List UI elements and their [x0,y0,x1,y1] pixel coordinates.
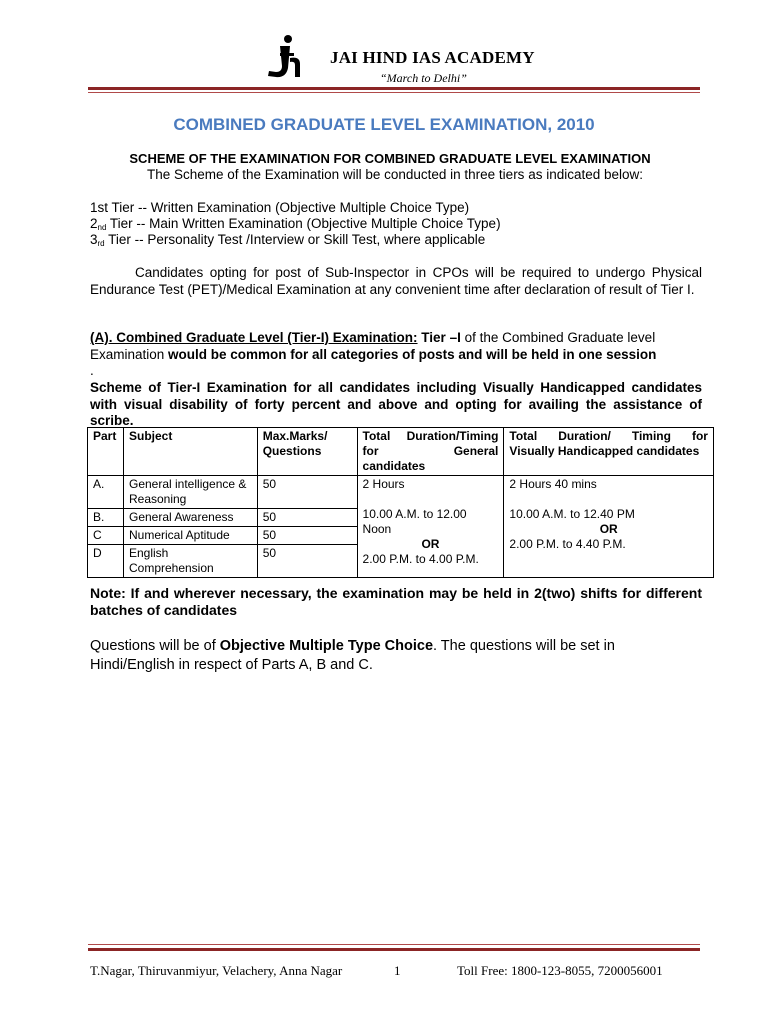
footer-rule-thin [88,944,700,945]
footer-locations: T.Nagar, Thiruvanmiyur, Velachery, Anna Nagar [90,963,343,978]
table-row: D English Comprehension 50 [88,545,714,578]
scheme-tier1-heading: Scheme of Tier-I Examination for all candidates including Visually Handicapped candidates with visual disability of forty percent and above and opting for availing the assistance of scribe. [90,380,702,428]
academy-logo [266,34,302,80]
tier-item: $2_{nd}$ Tier -- Main Written Examination (Objective Multiple Choice Type) [90,216,501,232]
header-rule-thin [88,92,700,93]
table-row: B. General Awareness 50 [88,509,714,527]
exam-scheme-table [87,427,714,578]
tier-item: 1st Tier -- Written Examination (Objective Multiple Choice Type) [90,200,470,215]
section-a-label: (A). Combined Graduate Level (Tier-I) Examination: [90,330,418,345]
header-marks: Max.Marks/ Questions [257,428,357,476]
header-part: Part [88,428,124,476]
footer-toll-free: Toll Free: 1800-123-8055, 7200056001 [457,963,663,978]
scheme-heading: SCHEME OF THE EXAMINATION FOR COMBINED GRADUATE LEVEL EXAMINATION [129,151,651,166]
vh-timing-cell: 2 Hours 40 mins 10.00 A.M. to 12.40 PM OR 2.00 P.M. to 4.40 P.M. [504,476,714,578]
section-a-paragraph: (A). Combined Graduate Level (Tier-I) Examination: Tier –I of the Combined Graduate level Examination would be common for all categories of posts and will be held in one session . [90,330,657,378]
academy-name: JAI HIND IAS ACADEMY [330,48,535,67]
header-rule [88,87,700,90]
header-subject: Subject [123,428,257,476]
header-general-duration: Total Duration/Timing for General candidates [357,428,504,476]
table-header-row [88,428,714,476]
academy-motto: “March to Delhi” [380,71,467,85]
table-row: C Numerical Aptitude 50 [88,527,714,545]
pet-paragraph: Candidates opting for post of Sub-Inspector in CPOs will be required to undergo Physical Endurance Test (PET)/Medical Examination at any convenient time after declaration of result of Tier I. [90,265,702,297]
scheme-intro: The Scheme of the Examination will be conducted in three tiers as indicated below: [146,167,644,182]
general-timing-cell: 2 Hours 10.00 A.M. to 12.00 Noon OR 2.00 P.M. to 4.00 P.M. [357,476,504,578]
header-vh-duration: Total Duration/ Timing for Visually Handicapped candidates [504,428,714,476]
questions-paragraph: Questions will be of Objective Multiple Type Choice. The questions will be set in Hindi/English in respect of Parts A, B and C. [90,638,615,673]
page-number: 1 [394,963,401,978]
footer-rule [88,948,700,951]
table-row: A. General intelligence & Reasoning 50 2 Hours 10.00 A.M. to 12.00 Noon OR 2.00 P.M. to 4.00 P.M. 2 Hours 40 mins 10.00 A.M. to 12.40 PM OR 2.00 P.M. to 4.40 P.M. [88,476,714,509]
tier-item: $3_{rd}$ Tier -- Personality Test /Interview or Skill Test, where applicable [90,232,486,248]
document-title: COMBINED GRADUATE LEVEL EXAMINATION, 2010 [173,115,595,134]
shift-note: Note: If and wherever necessary, the examination may be held in 2(two) shifts for different batches of candidates [90,585,702,618]
